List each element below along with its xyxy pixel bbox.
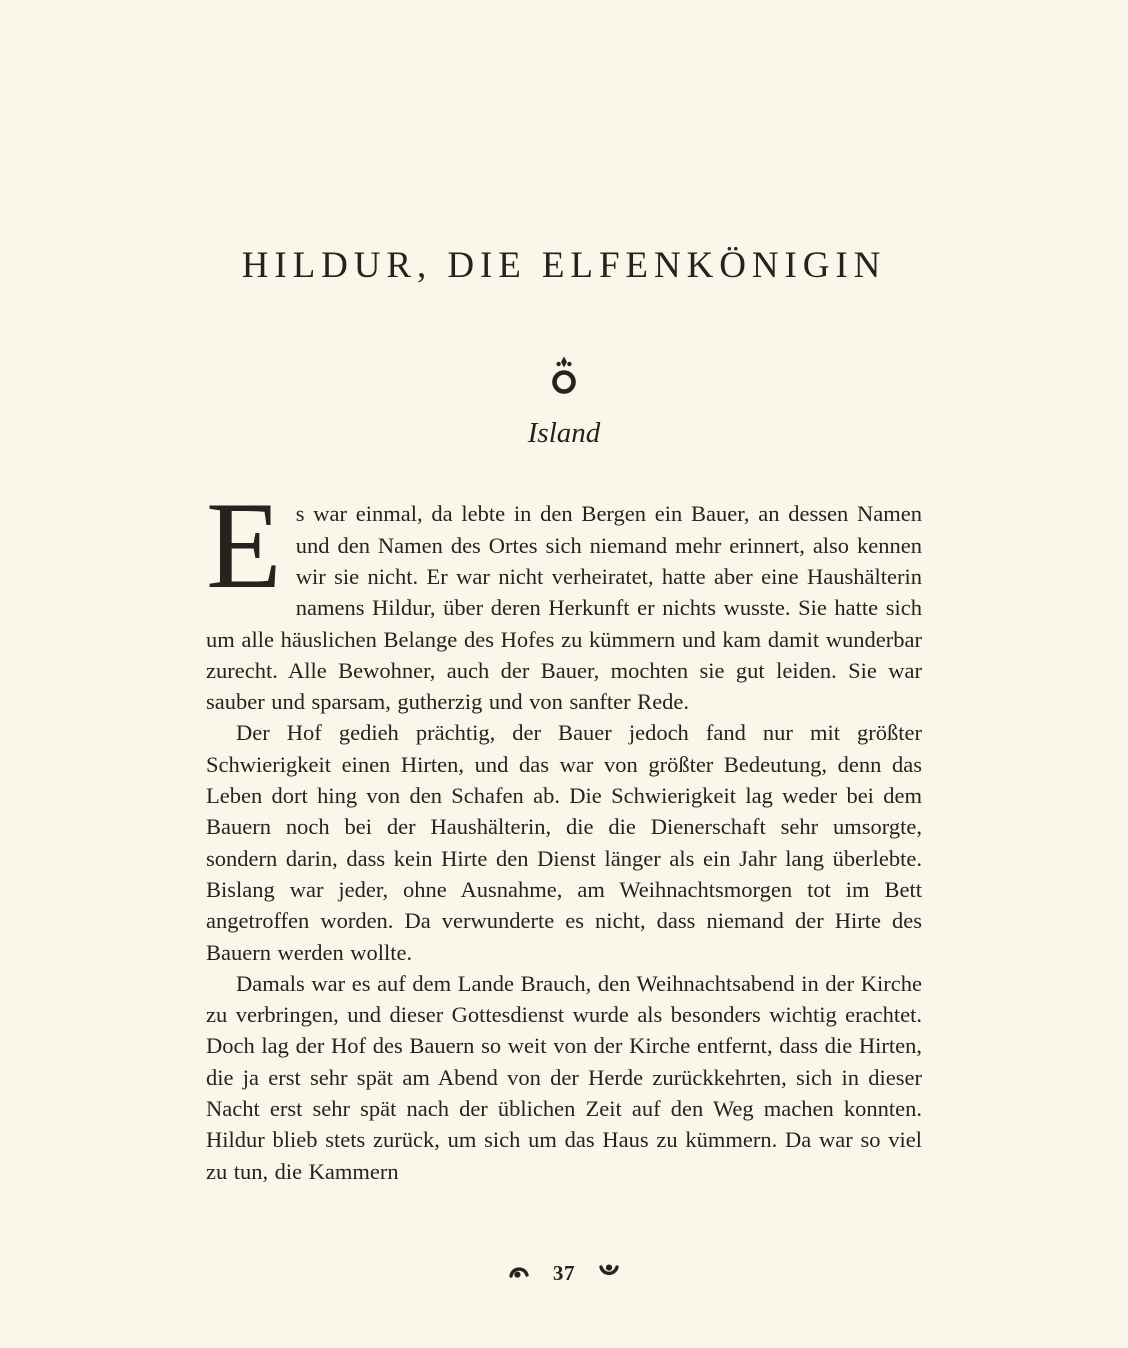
story-paragraph-1 (206, 477, 922, 717)
ring-crown-icon (550, 384, 578, 401)
page-footer (0, 1260, 1128, 1287)
story-paragraph-3: Damals war es auf dem Lande Brauch, den Weihnachtsabend in der Kirche zu verbringen, und dieser Gottesdienst wurde als besonders wichtig erachtet. Doch lag der Hof des Bauern so weit von der Kirche entfernt, dass die Hirten, die ja erst sehr spät am Abend von der Herde zurückkehrten, sich in dieser Nacht erst sehr spät nach der üblichen Zeit auf den Weg machen konnten. Hildur blieb stets zurück, um sich um das Haus zu kümmern. Da war so viel zu tun, die Kammern (206, 970, 922, 1184)
story-paragraph-1-text: s war einmal, da lebte in den Bergen ein Bauer, an dessen Namen und den Namen des Ortes sich niemand mehr erinnert, also kennen wir sie nicht. Er war nicht verheiratet, hatte aber eine Haushälterin namens Hildur, über deren Herkunft er nichts wusste. Sie hatte sich um alle häuslichen Belange des Hofes zu kümmern und kam damit wunderbar zurecht. Alle Bewohner, auch der Bauer, mochten sie gut leiden. Sie war sauber und sparsam, gutherzig und von sanfter Rede. (206, 501, 922, 715)
footer-curl-right-icon (597, 1260, 621, 1287)
drop-cap: E (206, 477, 282, 615)
page-number: 37 (552, 1261, 576, 1285)
chapter-subtitle: Island (527, 416, 601, 449)
story-paragraph-2: Der Hof gedieh prächtig, der Bauer jedoch fand nur mit größter Schwierigkeit einen Hirten, und das war von größter Bedeutung, denn das Leben dort hing von den Schafen ab. Die Schwierigkeit lag weder bei dem Bauern noch bei der Haushälterin, die die Dienerschaft sehr umsorgte, sondern darin, dass kein Hirte den Dienst länger als ein Jahr lang überlebte. Bislang war jeder, ohne Ausnahme, am Weihnachtsmorgen tot im Bett angetroffen worden. Da verwunderte es nicht, dass niemand der Hirte des Bauern werden wollte. (206, 720, 922, 965)
footer-curl-left-icon (507, 1260, 531, 1287)
chapter-ornament-wrap (0, 355, 1128, 397)
chapter-title: HILDUR, DIE ELFENKÖNIGIN (241, 245, 887, 286)
story-text (206, 477, 922, 1187)
